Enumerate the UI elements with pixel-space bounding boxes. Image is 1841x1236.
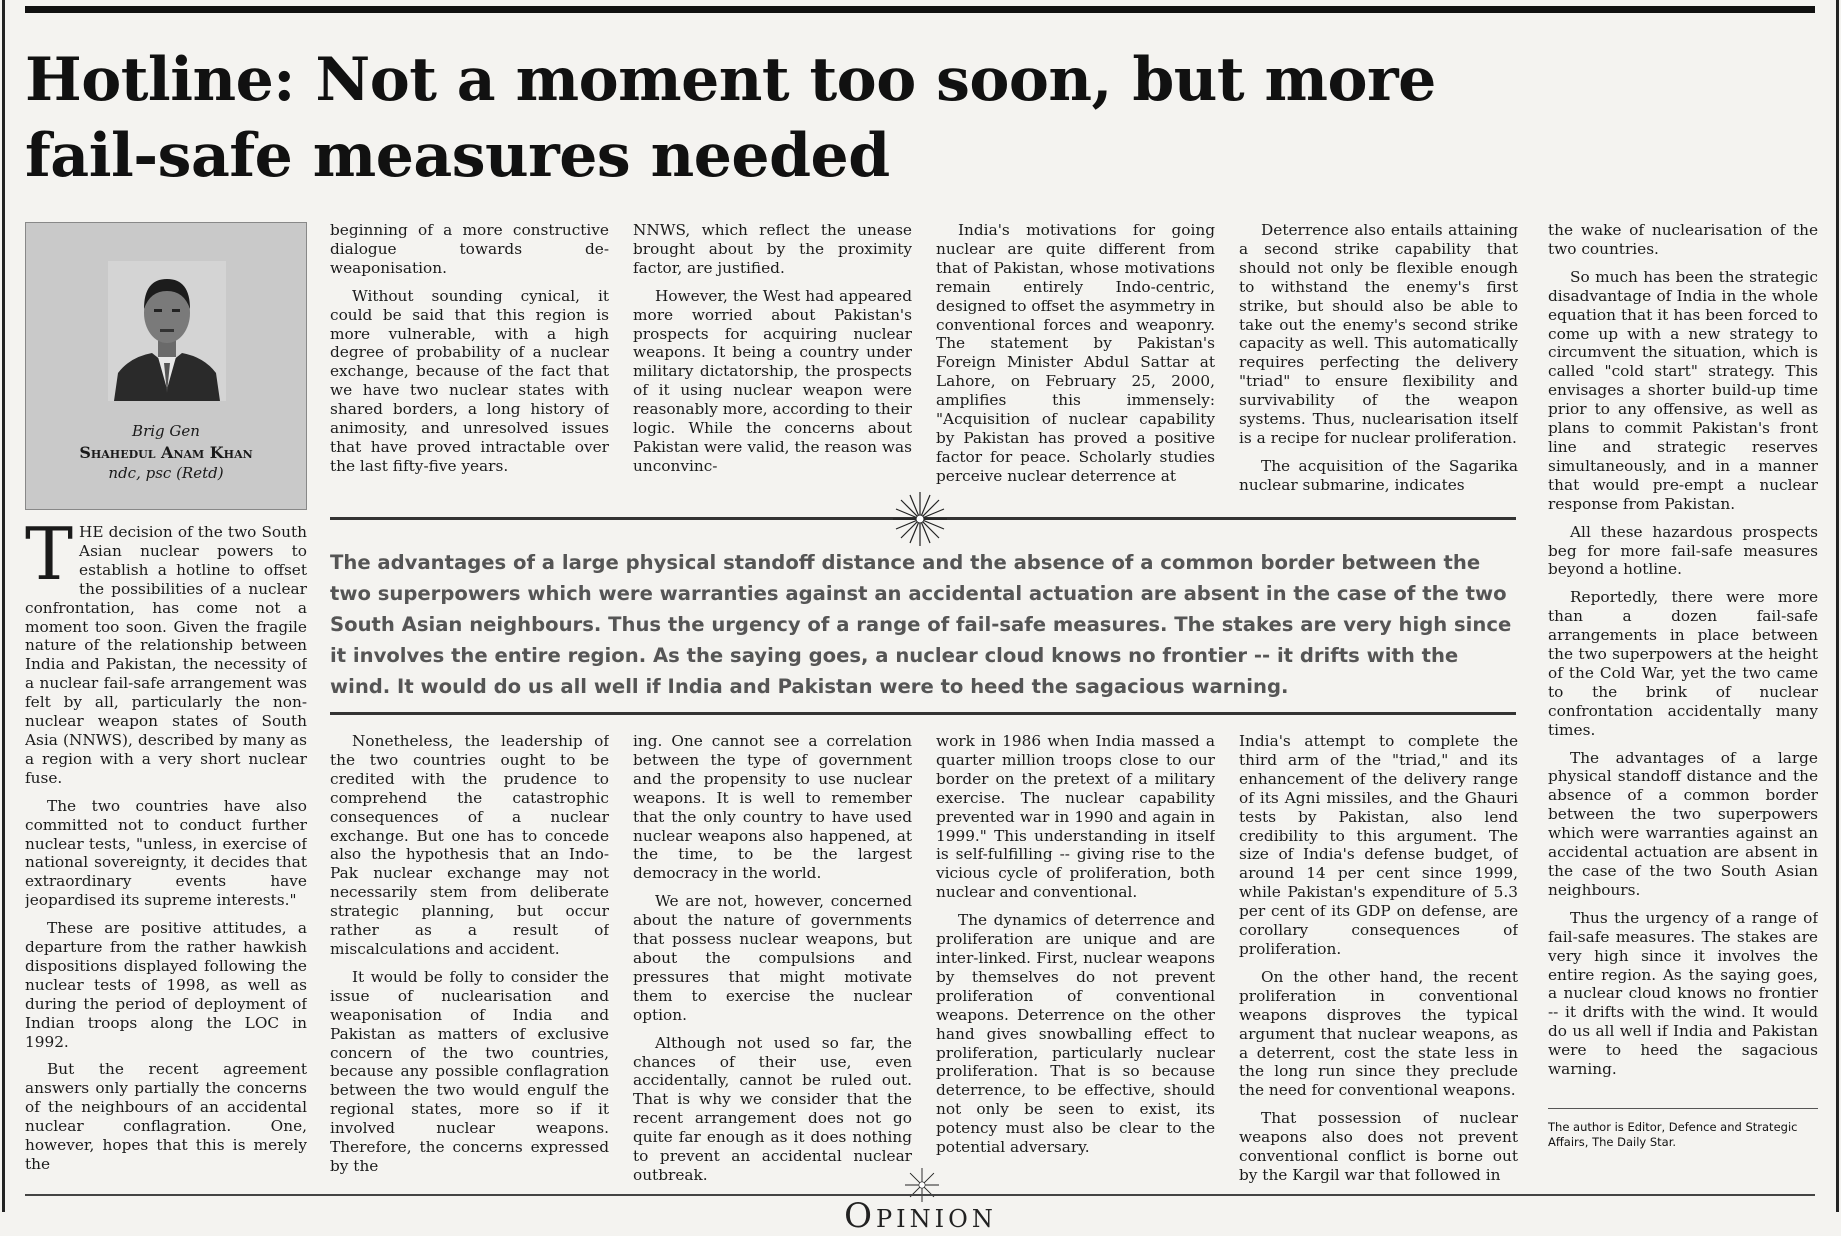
pullquote-bottom-rule <box>330 712 1516 715</box>
starburst-icon <box>893 492 947 546</box>
paragraph: Nonetheless, the leadership of the two countries ought to be credited with the prudence to comprehend the catastrophic consequences of a nuclear exchange. But one has to concede also the hypothesis that an Indo-Pak nuclear exchange may not necessarily stem from deliberate strategic planning, but occur rather as a result of miscalculations and accident. <box>330 732 609 958</box>
column-2-bottom <box>330 732 609 1188</box>
left-border <box>2 0 5 1212</box>
paragraph: However, the West had appeared more worried about Pakistan's prospects for acquiring nuclear weapons. It being a country under military dictatorship, the prospects of it using nuclear weapon were reasonably more, according to their logic. While the concerns about Pakistan were valid, the reason was unconvinc- <box>633 286 912 475</box>
column-3-top <box>633 221 912 509</box>
paragraph: The two countries have also committed not to conduct further nuclear tests, "unless, in exercise of national sovereignty, it decides that extraordinary events have jeopardised its supreme interests." <box>25 796 307 910</box>
paragraph: India's attempt to complete the third arm of the "triad," and its enhancement of the delivery range of its Agni missiles, and the Ghauri tests by Pakistan, also lend credibility to this argument. The size of India's defense budget, of around 14 per cent since 1999, while Pakistan's expenditure of 5.3 per cent of its GDP on defense, are corollary consequences of proliferation. <box>1239 732 1518 958</box>
paragraph: Although not used so far, the chances of their use, even accidentally, cannot be ruled out. That is why we consider that the recent arrangement does not go quite far enough as it does nothing to prevent an accidental nuclear outbreak. <box>633 1033 912 1184</box>
paragraph: The acquisition of the Sagarika nuclear submarine, indicates <box>1239 456 1518 494</box>
author-credentials: ndc, psc (Retd) <box>108 464 224 482</box>
paragraph: All these hazardous prospects beg for more fail-safe measures beyond a hotline. <box>1548 522 1818 579</box>
byline <box>26 421 306 484</box>
paragraph: Deterrence also entails attaining a second strike capability that should not only be flexible enough to withstand the enemy's first strike, but should also be able to take out the enemy's second strike capacity as well. This automatically requires perfecting the delivery "triad" to ensure flexibility and survivability of the weapon systems. Thus, nuclearisation itself is a recipe for nuclear proliferation. <box>1239 221 1518 447</box>
column-4-top <box>936 221 1215 509</box>
column-5-bottom <box>1239 732 1518 1188</box>
author-box <box>25 222 307 510</box>
paragraph: These are positive attitudes, a departure from the rather hawkish dispositions displayed following the nuclear tests of 1998, as well as during the period of deployment of Indian troops along the LOC in 1992. <box>25 919 307 1051</box>
author-rank: Brig Gen <box>132 422 200 440</box>
paragraph: NNWS, which reflect the unease brought about by the proximity factor, are justified. <box>633 221 912 277</box>
paragraph: HE decision of the two South Asian nuclear powers to establish a hotline to offset the possibilities of a nuclear confrontation, has come not a moment too soon. Given the fragile nature of the relationship between India and Pakistan, the necessity of a nuclear fail-safe arrangement was felt by all, particularly the non-nuclear weapon states of South Asia (NNWS), described by many as a region with a very short nuclear fuse. <box>25 523 307 787</box>
paragraph: work in 1986 when India massed a quarter million troops close to our border on the pretext of a military exercise. The nuclear capability prevented war in 1990 and again in 1999." This understanding in itself is self-fulfilling -- giving rise to the vicious cycle of proliferation, both nuclear and conventional. <box>936 732 1215 902</box>
paragraph: ing. One cannot see a correlation between the type of government and the propensity to use nuclear weapons. It is well to remember that the only country to have used nuclear weapons also happened, at the time, to be the largest democracy in the world. <box>633 732 912 883</box>
author-footnote: The author is Editor, Defence and Strategic Affairs, The Daily Star. <box>1548 1120 1798 1149</box>
paragraph: Reportedly, there were more than a dozen fail-safe arrangements in place between the two superpowers at the height of the Cold War, yet the two came to the brink of nuclear confrontation accidentally many times. <box>1548 588 1818 739</box>
right-border <box>1836 0 1839 1212</box>
paragraph: The dynamics of deterrence and proliferation are unique and are inter-linked. First, nuclear weapons by themselves do not prevent proliferation of conventional weapons. Deterrence on the other hand gives snowballing effect to proliferation, particularly nuclear proliferation. That is so because deterrence, to be effective, should not only be seen to exist, its potency must also be clear to the potential adversary. <box>936 911 1215 1157</box>
paragraph: On the other hand, the recent proliferation in conventional weapons disproves the typical argument that nuclear weapons, as a deterrent, cost the state less in the long run since they preclude the need for conventional weapons. <box>1239 967 1518 1100</box>
paragraph: India's motivations for going nuclear are quite different from that of Pakistan, whose motivations remain entirely Indo-centric, designed to offset the asymmetry in conventional forces and weaponry. The statement by Pakistan's Foreign Minister Abdul Sattar at Lahore, on February 25, 2000, amplifies this immensely: "Acquisition of nuclear capability by Pakistan has proved a positive factor for peace. Scholarly studies perceive nuclear deterrence at <box>936 221 1215 485</box>
pullquote: The advantages of a large physical standoff distance and the absence of a common border between the two superpowers which were warranties against an accidental actuation are absent in the case of the two South Asian neighbours. Thus the urgency of a range of fail-safe measures. The stakes are very high since it involves the entire region. As the saying goes, a nuclear cloud knows no frontier -- it drifts with the wind. It would do us all well if India and Pakistan were to heed the sagacious warning. <box>330 551 1512 698</box>
footnote-rule <box>1548 1108 1818 1109</box>
paragraph: Without sounding cynical, it could be said that this region is more vulnerable, with a high degree of probability of a nuclear exchange, because of the fact that we have two nuclear states with shared borders, a long history of animosity, and unresolved issues that have proved intractable over the last fifty-five years. <box>330 286 609 475</box>
column-6 <box>1548 221 1818 1101</box>
paragraph: the wake of nuclearisation of the two countries. <box>1548 221 1818 258</box>
paragraph: Thus the urgency of a range of fail-safe measures. The stakes are very high since it involves the entire region. As the saying goes, a nuclear cloud knows no frontier -- it drifts with the wind. It would do us all well if India and Pakistan were to heed the sagacious warning. <box>1548 908 1818 1079</box>
section-label: Opinion <box>844 1196 997 1236</box>
column-4-bottom <box>936 732 1215 1188</box>
paragraph: The advantages of a large physical standoff distance and the absence of a common border between the two superpowers which were warranties against an accidental actuation are absent in the case of the two South Asian neighbours. <box>1548 748 1818 899</box>
headline: Hotline: Not a moment too soon, but more fail-safe measures needed <box>25 45 1436 191</box>
column-5-top <box>1239 221 1518 509</box>
author-photo <box>108 261 226 401</box>
paragraph: beginning of a more constructive dialogue towards de-weaponisation. <box>330 221 609 277</box>
paragraph: But the recent agreement answers only partially the concerns of the neighbours of an accidental nuclear conflagration. One, however, hopes that this is merely the <box>25 1060 307 1173</box>
column-2-top <box>330 221 609 509</box>
drop-cap: T <box>25 523 74 596</box>
column-1 <box>25 523 307 1188</box>
paragraph: That possession of nuclear weapons also does not prevent conventional conflict is borne out by the Kargil war that followed in <box>1239 1109 1518 1184</box>
paragraph: So much has been the strategic disadvantage of India in the whole equation that it has been forced to come up with a new strategy to circumvent the situation, which is called "cold start" strategy. This envisages a shorter build-up time prior to any offensive, as well as plans to commit Pakistan's front line and strategic reserves simultaneously, and in a manner that would pre-empt a nuclear response from Pakistan. <box>1548 267 1818 513</box>
column-3-bottom <box>633 732 912 1188</box>
paragraph: We are not, however, concerned about the nature of governments that possess nuclear weapons, but about the compulsions and pressures that might motivate them to exercise the nuclear option. <box>633 892 912 1024</box>
paragraph: It would be folly to consider the issue of nuclearisation and weaponisation of India and Pakistan as matters of exclusive concern of the two countries, because any possible conflagration between the two would engulf the regional states, more so if it involved nuclear weapons. Therefore, the concerns expressed by the <box>330 967 609 1175</box>
author-name: Shahedul Anam Khan <box>79 443 253 462</box>
top-rule <box>25 6 1815 13</box>
